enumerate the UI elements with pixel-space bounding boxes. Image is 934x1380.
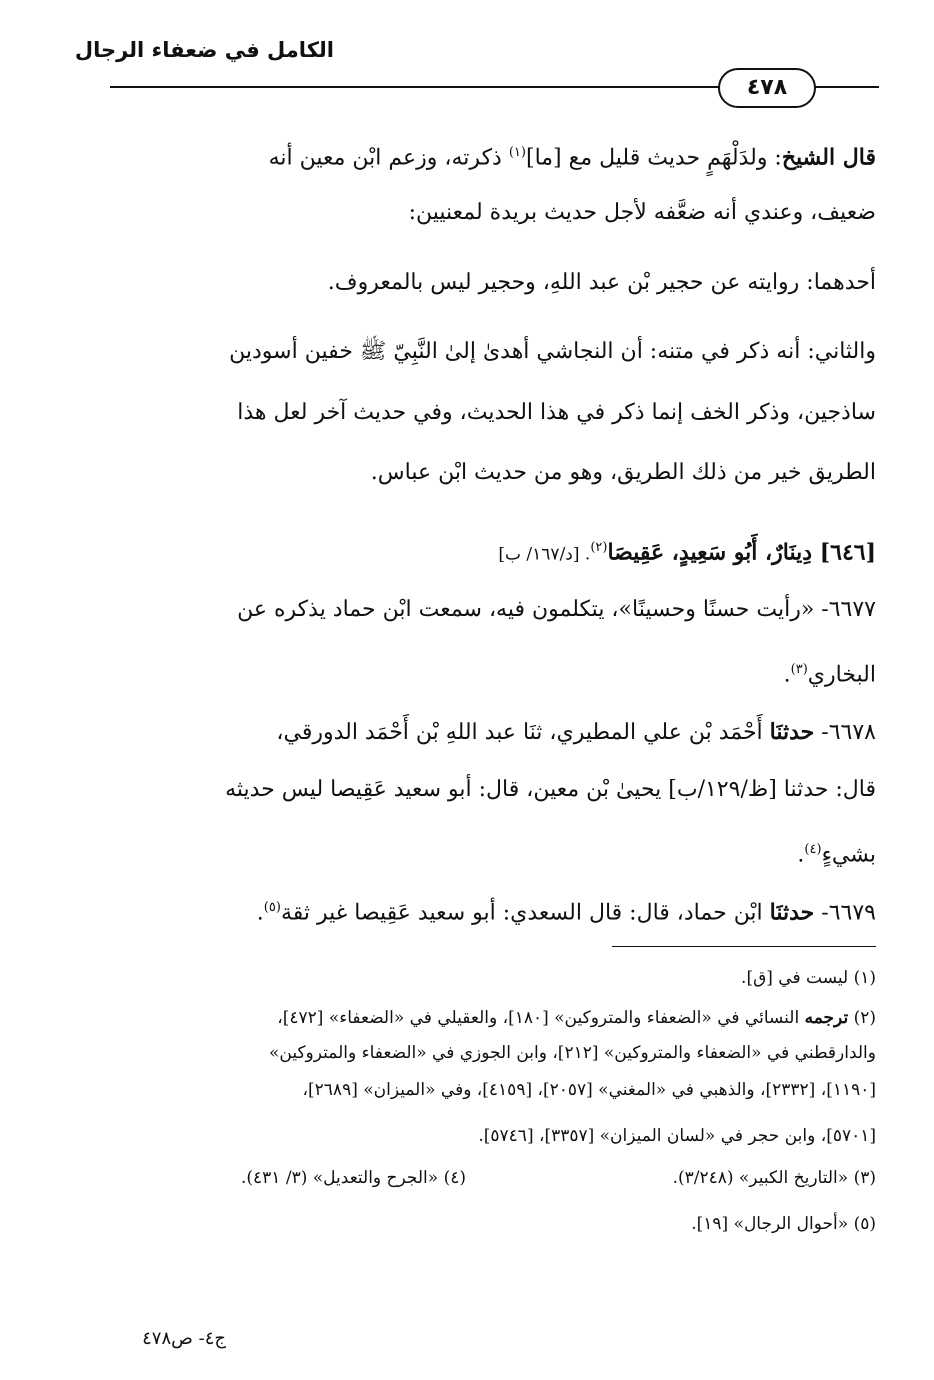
footnote-2-line-3: [١١٩٠]، [٢٣٣٢]، والذهبي في «المغني» [٢٠٥٧]، [٤١٥٩]، وفي «الميزان» [٢٦٨٩]،	[302, 1080, 876, 1100]
footnote-3: (٣) «التاريخ الكبير» (٣/٢٤٨).	[672, 1168, 876, 1188]
footnote-1: (١) ليست في [ق].	[741, 968, 876, 988]
running-header-title: الكامل في ضعفاء الرجال	[74, 38, 334, 62]
footnote-2-line-4: [٥٧٠١]، وابن حجر في «لسان الميزان» [٣٣٥٧]، [٥٧٤٦].	[478, 1126, 876, 1146]
footnote-separator	[612, 946, 876, 947]
footnote-ref-2: (٢)	[590, 540, 608, 555]
hadith-6678-line-3: بشيءٍ$^{(٤)}$.	[797, 842, 876, 868]
entry-heading	[498, 533, 876, 569]
page-number-badge: ٤٧٨	[718, 68, 816, 108]
hadith-6678-line-2: قال: حدثنا [ظ/١٢٩/ب] يحيىٰ بْن معين، قال: أبو سعيد عَقِيصا ليس حديثه	[225, 777, 876, 802]
paragraph-3-line-1: والثاني: أنه ذكر في متنه: أن النجاشي أهدىٰ إلىٰ النَّبِيّ ﷺ خفين أسودين	[229, 339, 876, 364]
footnote-ref-1: (١)	[508, 145, 526, 160]
hadith-keyword: حدثنَا	[769, 719, 815, 745]
manuscript-ref: . [د/١٦٧/ ب]	[498, 544, 591, 565]
hadith-keyword: حدثنَا	[769, 899, 815, 926]
paragraph-3-line-3: الطريق خير من ذلك الطريق، وهو من حديث ابْن عباس.	[370, 460, 876, 485]
footnote-2-line-1: (٢) ترجمه النسائي في «الضعفاء والمتروكين» [١٨٠]، والعقيلي في «الضعفاء» [٤٧٢]،	[277, 1008, 876, 1028]
footnote-5: (٥) «أحوال الرجال» [١٩].	[691, 1214, 876, 1234]
footnote-ref-3: (٣)	[790, 662, 808, 677]
hadith-6678-line-1: ٦٦٧٨- حدثنَا أَحْمَد بْن علي المطيري، ثنَا عبد اللهِ بْن أَحْمَد الدورقي،	[276, 719, 876, 745]
paragraph-1-line-2: ضعيف، وعندي أنه ضعَّفه لأجل حديث بريدة لمعنيين:	[408, 200, 876, 225]
paragraph-3-line-2: ساذجين، وذكر الخف إنما ذكر في هذا الحديث، وفي حديث آخر لعل هذا	[237, 400, 876, 425]
hadith-6679-line-1: ٦٦٧٩- حدثنَا ابْن حماد، قال: قال السعدي: أبو سعيد عَقِيصا غير ثقة$^{(٥)}$.	[256, 899, 876, 926]
footnote-ref-5: (٥)	[263, 900, 281, 915]
paragraph-1-line-1: قال الشيخ: ولدَلْهَمٍ حديث قليل مع [ما]$^{(١)}$ ذكرته، وزعم ابْن معين أنه	[268, 144, 876, 171]
paragraph-2-line-1: أحدهما: روايته عن حجير بْن عبد اللهِ، وحجير ليس بالمعروف.	[327, 270, 876, 295]
hadith-6677-line-1: ٦٦٧٧- «رأيت حسنًا وحسينًا»، يتكلمون فيه، سمعت ابْن حماد يذكره عن	[237, 597, 876, 622]
volume-page-footer: ج٤- ص٤٧٨	[142, 1328, 226, 1349]
footnote-ref-4: (٤)	[804, 842, 822, 857]
hadith-6677-line-2: البخاري$^{(٣)}$.	[783, 662, 876, 688]
speaker-label: قال الشيخ	[781, 144, 876, 171]
footnote-2-line-2: والدارقطني في «الضعفاء والمتروكين» [٢١٢]، وابن الجوزي في «الضعفاء والمتروكين»	[268, 1043, 876, 1063]
entry-title: [٦٤٦] دِينَارٌ، أَبُو سَعِيدٍ، عَقِيصَا	[607, 539, 876, 566]
footnote-4: (٤) «الجرح والتعديل» (٣/ ٤٣١).	[241, 1168, 466, 1188]
